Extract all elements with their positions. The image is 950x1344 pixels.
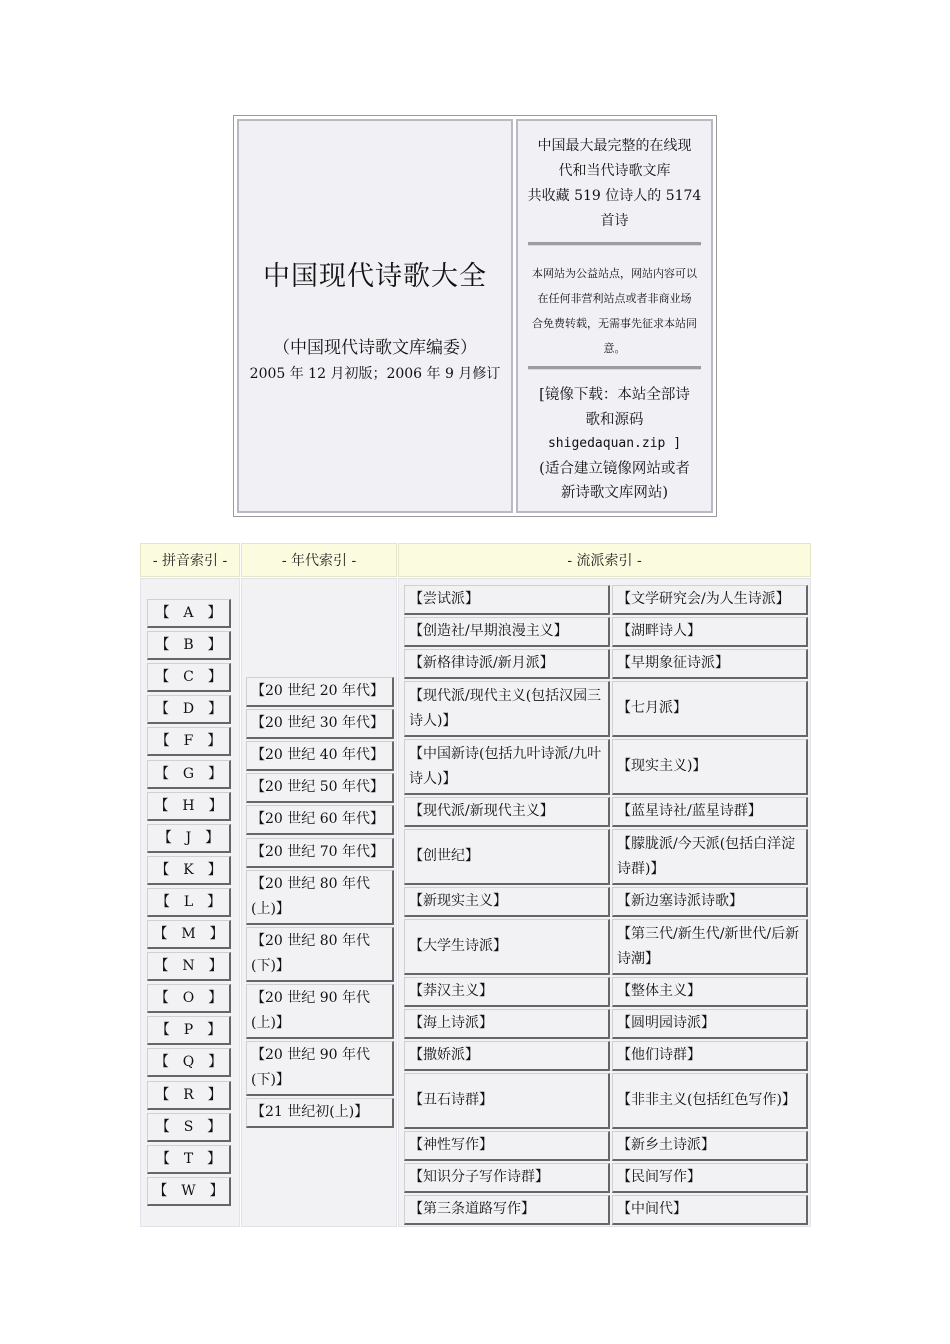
- divider: [528, 242, 701, 246]
- pinyin-index-link[interactable]: 【 O 】: [147, 984, 231, 1013]
- school-index-link[interactable]: 【圆明园诗派】: [612, 1009, 808, 1039]
- era-index-link[interactable]: 【20 世纪 90 年代(上)】: [246, 984, 394, 1039]
- school-index-link[interactable]: 【新格律诗派/新月派】: [404, 649, 610, 679]
- pinyin-index-link[interactable]: 【 P 】: [147, 1016, 231, 1045]
- school-index-link[interactable]: 【第三条道路写作】: [404, 1195, 610, 1225]
- pinyin-index-link[interactable]: 【 G 】: [147, 760, 231, 789]
- school-index-link[interactable]: 【创造社/早期浪漫主义】: [404, 617, 610, 647]
- school-index-link[interactable]: 【新现实主义】: [404, 887, 610, 917]
- school-index-link[interactable]: 【现代派/新现代主义】: [404, 797, 610, 827]
- pinyin-index-link[interactable]: 【 D 】: [147, 695, 231, 724]
- school-index-link[interactable]: 【新边塞诗派诗歌】: [612, 887, 808, 917]
- era-index-link[interactable]: 【20 世纪 50 年代】: [246, 773, 394, 803]
- school-index-link[interactable]: 【民间写作】: [612, 1163, 808, 1193]
- pinyin-index-list: [140, 578, 240, 1227]
- pinyin-index-link[interactable]: 【 F 】: [147, 727, 231, 756]
- divider: [528, 366, 701, 370]
- era-index-link[interactable]: 【20 世纪 60 年代】: [246, 805, 394, 835]
- school-index-link[interactable]: 【朦胧派/今天派(包括白洋淀诗群)】: [612, 829, 808, 885]
- mirror-note-line: (适合建立镜像网站或者: [539, 460, 690, 477]
- pinyin-index-link[interactable]: 【 T 】: [147, 1145, 231, 1174]
- header-box: [233, 115, 717, 517]
- pinyin-index-link[interactable]: 【 K 】: [147, 856, 231, 885]
- page-title: 中国现代诗歌大全: [263, 261, 487, 292]
- school-index-link[interactable]: 【莽汉主义】: [404, 977, 610, 1007]
- era-index-link[interactable]: 【21 世纪初(上)】: [246, 1098, 394, 1128]
- school-index-link[interactable]: 【新乡土诗派】: [612, 1131, 808, 1161]
- edition-info: 2005 年 12 月初版；2006 年 9 月修订: [249, 366, 501, 382]
- school-index-link[interactable]: 【他们诗群】: [612, 1041, 808, 1071]
- index-table: [140, 543, 811, 1227]
- mirror-download-link[interactable]: [526, 383, 703, 506]
- title-panel: [237, 119, 513, 513]
- intro-line: 首诗: [600, 213, 629, 229]
- era-index-link[interactable]: 【20 世纪 40 年代】: [246, 741, 394, 771]
- school-index-link[interactable]: 【第三代/新生代/新世代/后新诗潮】: [612, 919, 808, 975]
- pinyin-index-link[interactable]: 【 R 】: [147, 1081, 231, 1110]
- school-index-link[interactable]: 【文学研究会/为人生诗派】: [612, 585, 808, 615]
- pinyin-index-link[interactable]: 【 M 】: [147, 920, 231, 949]
- school-index-link[interactable]: 【神性写作】: [404, 1131, 610, 1161]
- intro-line: 共收藏 519 位诗人的 5174: [527, 188, 702, 204]
- pinyin-index-link[interactable]: 【 Q 】: [147, 1048, 231, 1077]
- school-index-link[interactable]: 【蓝星诗社/蓝星诗群】: [612, 797, 808, 827]
- pinyin-index-link[interactable]: 【 C 】: [147, 663, 231, 692]
- pinyin-index-link[interactable]: 【 H 】: [147, 792, 231, 821]
- copyright-notice: [524, 261, 705, 361]
- notice-line: 本网站为公益站点，网站内容可以: [532, 267, 697, 280]
- pinyin-index-link[interactable]: 【 N 】: [147, 952, 231, 981]
- era-index-heading: - 年代索引 -: [241, 543, 397, 577]
- pinyin-index-heading: - 拼音索引 -: [140, 543, 240, 577]
- pinyin-index-link[interactable]: 【 A 】: [147, 599, 231, 628]
- school-index-link[interactable]: 【早期象征诗派】: [612, 649, 808, 679]
- school-index-link[interactable]: 【创世纪】: [404, 829, 610, 885]
- school-index-link[interactable]: 【现实主义)】: [612, 739, 808, 795]
- school-index-link[interactable]: 【现代派/现代主义(包括汉园三诗人)】: [404, 681, 610, 737]
- school-index-link[interactable]: 【整体主义】: [612, 977, 808, 1007]
- era-index-list: [241, 578, 397, 1227]
- mirror-line: [镜像下载：本站全部诗: [539, 387, 690, 403]
- school-index-link[interactable]: 【七月派】: [612, 681, 808, 737]
- school-index-heading: - 流派索引 -: [398, 543, 811, 577]
- school-index-link[interactable]: 【中间代】: [612, 1195, 808, 1225]
- school-index-link[interactable]: 【大学生诗派】: [404, 919, 610, 975]
- intro-line: 代和当代诗歌文库: [558, 163, 671, 179]
- school-index-grid: [398, 578, 811, 1227]
- intro-line: 中国最大最完整的在线现: [537, 138, 692, 154]
- mirror-note-line: 新诗歌文库网站): [560, 485, 669, 501]
- school-index-link[interactable]: 【海上诗派】: [404, 1009, 610, 1039]
- notice-line: 合免费转载，无需事先征求本站同: [532, 317, 697, 330]
- school-index-link[interactable]: 【中国新诗(包括九叶诗派/九叶诗人)】: [404, 739, 610, 795]
- school-index-link[interactable]: 【尝试派】: [404, 585, 610, 615]
- pinyin-index-link[interactable]: 【 B 】: [147, 631, 231, 660]
- school-index-link[interactable]: 【湖畔诗人】: [612, 617, 808, 647]
- pinyin-index-link[interactable]: 【 J 】: [147, 824, 231, 853]
- era-index-link[interactable]: 【20 世纪 80 年代(上)】: [246, 870, 394, 925]
- school-index-link[interactable]: 【知识分子写作诗群】: [404, 1163, 610, 1193]
- pinyin-index-link[interactable]: 【 W 】: [147, 1177, 231, 1206]
- notice-line: 在任何非营利站点或者非商业场: [537, 292, 692, 305]
- era-index-link[interactable]: 【20 世纪 90 年代(下)】: [246, 1041, 394, 1096]
- school-index-link[interactable]: 【丑石诗群】: [404, 1073, 610, 1129]
- notice-line: 意。: [603, 342, 626, 355]
- era-index-link[interactable]: 【20 世纪 30 年代】: [246, 709, 394, 739]
- era-index-link[interactable]: 【20 世纪 70 年代】: [246, 838, 394, 868]
- pinyin-index-link[interactable]: 【 S 】: [147, 1113, 231, 1142]
- mirror-file[interactable]: shigedaquan.zip ]: [547, 436, 682, 451]
- era-index-link[interactable]: 【20 世纪 20 年代】: [246, 677, 394, 707]
- editor-credit: （中国现代诗歌文库编委）: [273, 338, 477, 358]
- mirror-line: 歌和源码: [585, 411, 644, 428]
- info-panel: [516, 119, 713, 513]
- school-index-link[interactable]: 【非非主义(包括红色写作)】: [612, 1073, 808, 1129]
- site-intro: [526, 134, 703, 234]
- pinyin-index-link[interactable]: 【 L 】: [147, 888, 231, 917]
- school-index-link[interactable]: 【撒娇派】: [404, 1041, 610, 1071]
- era-index-link[interactable]: 【20 世纪 80 年代(下)】: [246, 927, 394, 982]
